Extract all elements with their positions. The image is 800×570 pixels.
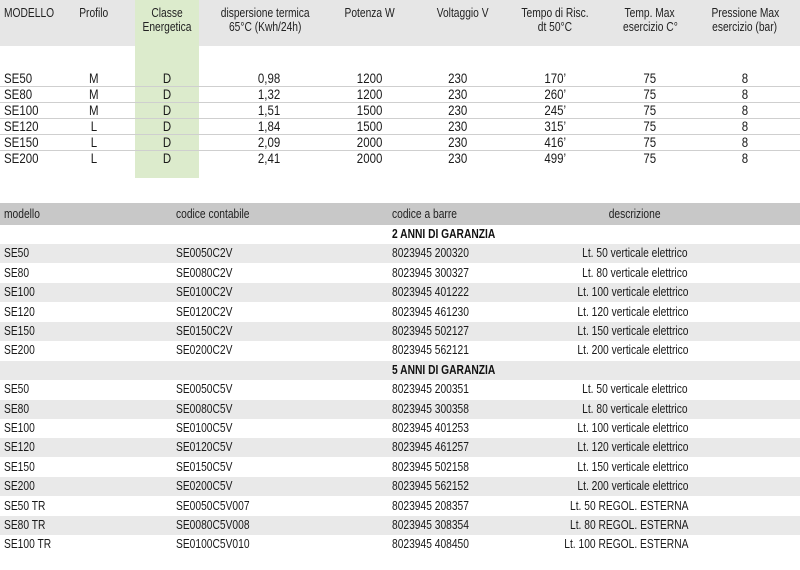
codes-cell-modello: SE200 — [4, 479, 35, 494]
codes-row — [0, 264, 800, 283]
codes-cell-barre: 8023945 300327 — [392, 265, 469, 280]
spec-cell-potenza: 1500 — [357, 102, 383, 118]
header-modello-codes: modello — [4, 207, 40, 221]
codes-cell-descrizione: Lt. 100 verticale elettrico — [576, 421, 688, 435]
spec-cell-classe: D — [162, 150, 172, 166]
spec-cell-potenza: 1200 — [357, 70, 383, 86]
codes-cell-descrizione: Lt. 80 REGOL. ESTERNA — [569, 518, 688, 532]
codes-cell-codice: SE0100C2V — [176, 285, 233, 300]
header-pressione: Pressione Max esercizio (bar) — [711, 6, 779, 34]
spec-row — [0, 134, 800, 150]
row-separator — [0, 102, 800, 103]
codes-cell-barre: 8023945 200320 — [392, 246, 469, 261]
spec-cell-modello: SE80 — [4, 86, 33, 102]
spec-cell-pressione: 8 — [741, 150, 749, 166]
spec-cell-potenza: 2000 — [357, 150, 383, 166]
spec-cell-temp: 75 — [643, 70, 657, 86]
spec-cell-potenza: 1200 — [357, 86, 383, 102]
codes-cell-codice: SE0200C5V — [176, 479, 233, 494]
codes-cell-modello: SE50 TR — [4, 498, 46, 513]
header-classe-energetica: Classe Energetica — [142, 6, 192, 34]
codes-row — [0, 283, 800, 302]
spec-cell-tempo: 499’ — [544, 150, 566, 166]
row-separator — [0, 150, 800, 151]
header-voltaggio: Voltaggio V — [437, 6, 489, 20]
row-separator — [0, 118, 800, 119]
codes-cell-barre: 8023945 502127 — [392, 324, 469, 338]
codes-cell-codice: SE0150C5V — [176, 459, 233, 474]
spec-cell-profilo: L — [90, 118, 98, 134]
warranty-section-row — [0, 225, 800, 244]
spec-cell-temp: 75 — [643, 150, 657, 166]
codes-cell-descrizione: Lt. 200 verticale elettrico — [576, 343, 688, 358]
warranty-section-label: 5 ANNI DI GARANZIA — [392, 362, 496, 377]
codes-cell-barre: 8023945 401253 — [392, 421, 469, 435]
spec-cell-temp: 75 — [643, 102, 657, 118]
codes-cell-modello: SE120 — [4, 440, 35, 455]
spec-cell-profilo: M — [89, 86, 99, 102]
spec-cell-temp: 75 — [643, 118, 657, 134]
spec-cell-potenza: 1500 — [357, 118, 383, 134]
spec-cell-classe: D — [162, 70, 172, 86]
codes-row — [0, 535, 800, 554]
header-tempo: Tempo di Risc. dt 50°C — [521, 6, 589, 34]
codes-cell-codice: SE0100C5V — [176, 421, 233, 435]
spec-cell-modello: SE50 — [4, 70, 33, 86]
codes-cell-codice: SE0050C5V — [176, 382, 233, 397]
spec-cell-pressione: 8 — [741, 102, 749, 118]
codes-cell-modello: SE150 — [4, 324, 35, 338]
codes-row — [0, 303, 800, 322]
spec-cell-classe: D — [162, 86, 172, 102]
codes-cell-descrizione: Lt. 50 REGOL. ESTERNA — [569, 498, 688, 513]
codes-row — [0, 458, 800, 477]
codes-cell-barre: 8023945 408450 — [392, 537, 469, 552]
row-separator — [0, 134, 800, 135]
spec-cell-profilo: M — [89, 70, 99, 86]
spec-row — [0, 102, 800, 118]
header-dispersione: dispersione termica 65°C (Kwh/24h) — [220, 6, 310, 34]
spec-cell-dispersione: 2,41 — [257, 150, 280, 166]
codes-cell-barre: 8023945 208357 — [392, 498, 469, 513]
spec-cell-temp: 75 — [643, 86, 657, 102]
codes-row — [0, 341, 800, 360]
header-codice-barre: codice a barre — [392, 207, 457, 221]
codes-cell-barre: 8023945 401222 — [392, 285, 469, 300]
codes-cell-barre: 8023945 562121 — [392, 343, 469, 358]
spec-cell-modello: SE150 — [4, 134, 39, 150]
spec-cell-voltaggio: 230 — [448, 70, 468, 86]
spec-cell-voltaggio: 230 — [448, 150, 468, 166]
codes-cell-codice: SE0080C5V — [176, 401, 233, 416]
row-separator — [0, 86, 800, 87]
codes-cell-modello: SE120 — [4, 304, 35, 319]
codes-cell-modello: SE200 — [4, 343, 35, 358]
spec-cell-modello: SE120 — [4, 118, 39, 134]
codes-cell-descrizione: Lt. 80 verticale elettrico — [582, 265, 688, 280]
spec-cell-profilo: L — [90, 150, 98, 166]
spec-cell-voltaggio: 230 — [448, 86, 468, 102]
spec-row — [0, 86, 800, 102]
spec-cell-pressione: 8 — [741, 134, 749, 150]
spec-cell-temp: 75 — [643, 134, 657, 150]
codes-cell-barre: 8023945 502158 — [392, 459, 469, 474]
codes-cell-descrizione: Lt. 150 verticale elettrico — [576, 324, 688, 338]
spec-cell-pressione: 8 — [741, 118, 749, 134]
codes-cell-barre: 8023945 461257 — [392, 440, 469, 455]
codes-cell-barre: 8023945 200351 — [392, 382, 469, 397]
codes-cell-barre: 8023945 300358 — [392, 401, 469, 416]
codes-cell-modello: SE150 — [4, 459, 35, 474]
header-modello: MODELLO — [4, 6, 55, 20]
spec-cell-tempo: 170’ — [544, 70, 566, 86]
codes-row — [0, 322, 800, 341]
spec-cell-modello: SE200 — [4, 150, 39, 166]
codes-row — [0, 438, 800, 457]
header-codice-contabile: codice contabile — [176, 207, 250, 221]
codes-cell-modello: SE50 — [4, 246, 30, 261]
codes-cell-descrizione: Lt. 120 verticale elettrico — [576, 304, 688, 319]
spec-cell-profilo: L — [90, 134, 98, 150]
header-potenza: Potenza W — [344, 6, 396, 20]
codes-cell-descrizione: Lt. 100 verticale elettrico — [576, 285, 688, 300]
header-profilo: Profilo — [79, 6, 109, 20]
spec-cell-voltaggio: 230 — [448, 118, 468, 134]
codes-cell-barre: 8023945 308354 — [392, 518, 469, 532]
spec-cell-profilo: M — [89, 102, 99, 118]
codes-cell-codice: SE0150C2V — [176, 324, 233, 338]
spec-cell-classe: D — [162, 118, 172, 134]
codes-cell-codice: SE0120C5V — [176, 440, 233, 455]
spec-cell-voltaggio: 230 — [448, 134, 468, 150]
spec-cell-dispersione: 1,51 — [257, 102, 280, 118]
header-temp-max: Temp. Max esercizio C° — [622, 6, 678, 34]
spec-cell-dispersione: 1,84 — [257, 118, 280, 134]
codes-cell-barre: 8023945 461230 — [392, 304, 469, 319]
codes-row — [0, 380, 800, 399]
codes-cell-modello: SE100 TR — [4, 537, 52, 552]
header-descrizione: descrizione — [609, 207, 661, 221]
spec-cell-potenza: 2000 — [357, 134, 383, 150]
codes-cell-codice: SE0120C2V — [176, 304, 233, 319]
codes-cell-descrizione: Lt. 120 verticale elettrico — [576, 440, 688, 455]
codes-cell-barre: 8023945 562152 — [392, 479, 469, 494]
spec-cell-modello: SE100 — [4, 102, 39, 118]
codes-table — [0, 203, 800, 570]
codes-cell-modello: SE80 — [4, 265, 30, 280]
codes-cell-modello: SE80 TR — [4, 518, 46, 532]
codes-cell-modello: SE80 — [4, 401, 30, 416]
codes-row — [0, 419, 800, 438]
codes-cell-codice: SE0080C2V — [176, 265, 233, 280]
codes-row — [0, 400, 800, 419]
spec-cell-tempo: 245’ — [544, 102, 566, 118]
codes-row — [0, 497, 800, 516]
spec-row — [0, 118, 800, 134]
codes-cell-codice: SE0050C5V007 — [176, 498, 250, 513]
codes-cell-modello: SE100 — [4, 421, 35, 435]
spec-cell-classe: D — [162, 102, 172, 118]
codes-cell-modello: SE100 — [4, 285, 35, 300]
spec-cell-voltaggio: 230 — [448, 102, 468, 118]
codes-row — [0, 244, 800, 263]
spec-cell-dispersione: 2,09 — [257, 134, 280, 150]
codes-row — [0, 477, 800, 496]
spec-row — [0, 70, 800, 86]
codes-cell-codice: SE0200C2V — [176, 343, 233, 358]
spec-cell-tempo: 315’ — [544, 118, 566, 134]
spec-cell-pressione: 8 — [741, 86, 749, 102]
warranty-section-row — [0, 361, 800, 380]
codes-cell-codice: SE0100C5V010 — [176, 537, 250, 552]
codes-cell-descrizione: Lt. 80 verticale elettrico — [582, 401, 688, 416]
codes-cell-descrizione: Lt. 50 verticale elettrico — [582, 382, 688, 397]
codes-cell-modello: SE50 — [4, 382, 30, 397]
codes-cell-codice: SE0050C2V — [176, 246, 233, 261]
spec-cell-tempo: 416’ — [544, 134, 566, 150]
spec-table — [0, 0, 800, 190]
codes-cell-descrizione: Lt. 200 verticale elettrico — [576, 479, 688, 494]
codes-cell-descrizione: Lt. 50 verticale elettrico — [582, 246, 688, 261]
codes-cell-descrizione: Lt. 150 verticale elettrico — [576, 459, 688, 474]
spec-row — [0, 150, 800, 166]
spec-cell-dispersione: 1,32 — [257, 86, 280, 102]
codes-cell-descrizione: Lt. 100 REGOL. ESTERNA — [563, 537, 688, 552]
spec-cell-tempo: 260’ — [544, 86, 566, 102]
codes-cell-codice: SE0080C5V008 — [176, 518, 250, 532]
spec-cell-classe: D — [162, 134, 172, 150]
spec-cell-dispersione: 0,98 — [257, 70, 280, 86]
warranty-section-label: 2 ANNI DI GARANZIA — [392, 227, 496, 241]
spec-cell-pressione: 8 — [741, 70, 749, 86]
codes-row — [0, 516, 800, 535]
